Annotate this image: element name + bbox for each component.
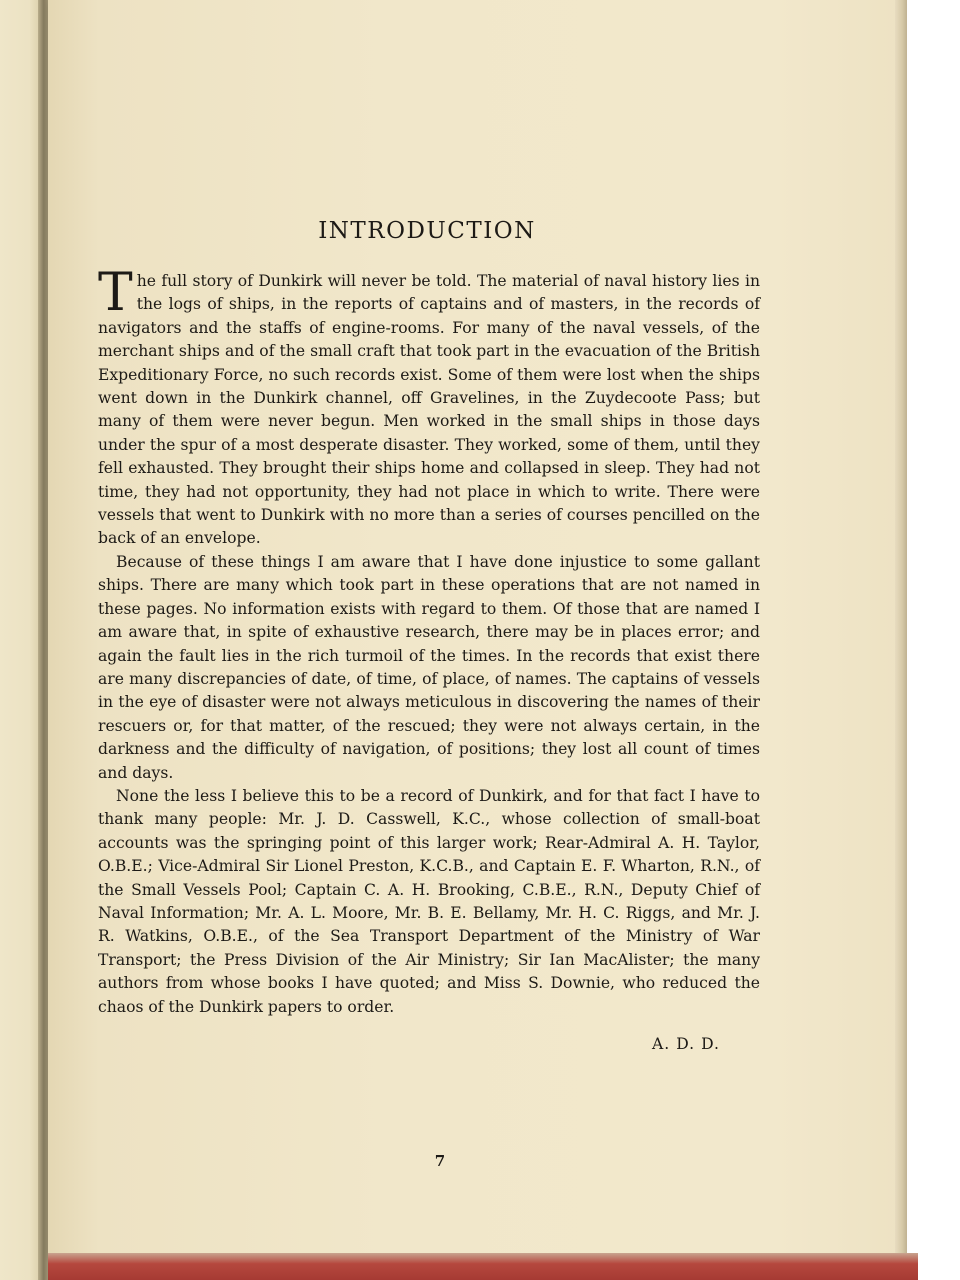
left-page-edge bbox=[0, 0, 42, 1280]
page-number: 7 bbox=[434, 1152, 446, 1170]
book-cover-edge bbox=[48, 1253, 918, 1280]
paragraph-1 bbox=[98, 263, 760, 551]
page-stack-edge bbox=[895, 0, 907, 1262]
body-text bbox=[98, 263, 760, 1019]
paragraph-2: Because of these things I am aware that I have done injustice to some gallant ships. There are many which took part in these operations that are not named in these pages. No information exists with regard to them. Of those that are named I am aware that, in spite of exhaustive research, there may be in places error; and again the fault lies in the rich turmoil of the times. In the records that exist there are many discrepancies of date, of time, of place, of names. The captains of vessels in the eye of disaster were not always meticulous in discovering the names of their rescuers or, for that matter, of the rescued; they were not always certain, in the darkness and the difficulty of navigation, of positions; they lost all count of times and days. bbox=[98, 552, 760, 782]
author-initials: A. D. D. bbox=[652, 1035, 720, 1053]
drop-cap: T bbox=[98, 263, 133, 323]
paragraph-3: None the less I believe this to be a record of Dunkirk, and for that fact I have to thank many people: Mr. J. D. Casswell, K.C., whose collection of small-boat accounts was the springing point of this larger work; Rear-Admiral A. H. Taylor, O.B.E.; Vice-Admiral Sir Lionel Preston, K.C.B., and Captain E. F. Wharton, R.N., of the Small Vessels Pool; Captain C. A. H. Brooking, C.B.E., R.N., Deputy Chief of Naval Information; Mr. A. L. Moore, Mr. B. E. Bellamy, Mr. H. C. Riggs, and Mr. J. R. Watkins, O.B.E., of the Sea Transport Department of the Ministry of War Transport; the Press Division of the Air Ministry; Sir Ian MacAlister; the many authors from whose books I have quoted; and Miss S. Downie, who reduced the chaos of the Dunkirk papers to order. bbox=[98, 786, 760, 1016]
chapter-title: INTRODUCTION bbox=[318, 218, 536, 244]
paragraph-1-text: he full story of Dunkirk will never be told. The material of naval history lies in the logs of ships, in the reports of captains and of masters, in the records of navigators and the staffs of engine-rooms. For many of the naval vessels, of the merchant ships and of the small craft that took part in the evacuation of the British Expeditionary Force, no such records exist. Some of them were lost when the ships went down in the Dunkirk channel, off Gravelines, in the Zuydecoote Pass; but many of them were never begun. Men worked in the small ships in those days under the spur of a most desperate disaster. They worked, some of them, until they fell exhausted. They brought their ships home and collapsed in sleep. They had not time, they had not opportunity, they had not place in which to write. There were vessels that went to Dunkirk with no more than a series of courses pencilled on the back of an envelope. bbox=[98, 272, 760, 548]
